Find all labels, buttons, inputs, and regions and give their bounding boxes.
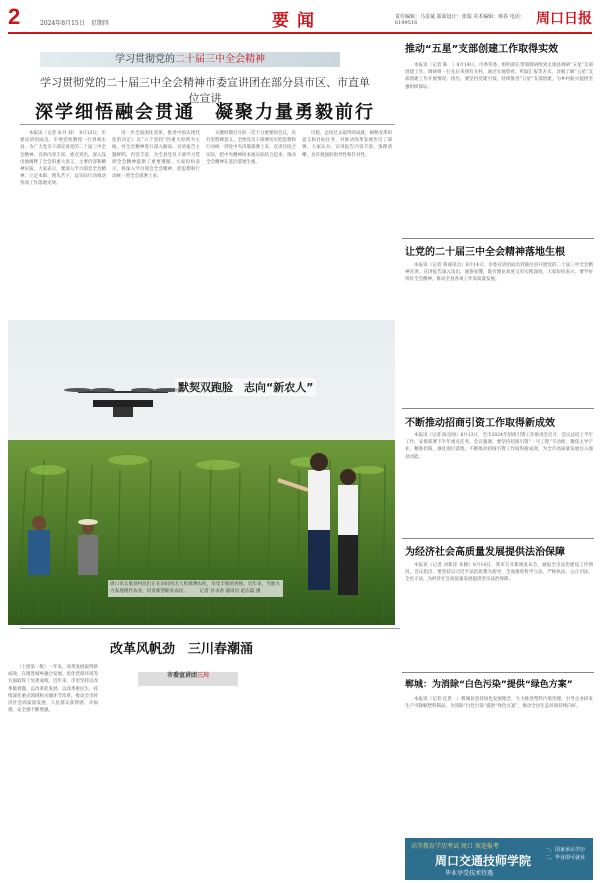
divider bbox=[402, 672, 594, 673]
article-body-plenum: 本报讯（记者 鲁通讯员）8月14日，市委宣讲团成员到鹿邑县开展党的二十届三中全会精神宣讲。宣讲报告深入浅出，通俗易懂，既有理论高度又有实践深度。大家纷纷表示，要学好用好全会精神，推动全县各项工作高质量发展。 bbox=[405, 263, 593, 283]
lead-rule bbox=[20, 124, 395, 125]
reform-column-4 bbox=[300, 664, 395, 879]
reform-column-3 bbox=[200, 664, 295, 879]
page-number: 2 bbox=[8, 4, 21, 29]
article-headline-investment: 不断推动招商引资工作取得新成效 bbox=[405, 418, 555, 429]
article-body-dancheng: 本报讯（记者 任贵 ）郸城县坚持绿色发展理念，大力推进塑料污染治理，引导企业研发生产可降解塑料制品，为消除“白色污染”提供“绿色方案”，推动全县生态环境持续向好。 bbox=[405, 697, 593, 710]
divider bbox=[402, 538, 594, 539]
lead-column-3: 关键时期召开的一次十分重要的会议，具有里程碑意义。全体党员干部要切实把思想和行动统一到党中央决策部署上来。宣讲还结合实际，把中央精神同本地实际结合起来，推动全会精神在基层落地生根。 bbox=[206, 131, 296, 165]
lead-column-2: 进一步全面深化改革，推进中国式现代化的决定》以“六个坚持”的重大原则为主线，对全会精神进行深入解读。宣讲报告主题鲜明，内容丰富，为全县党员干部学习贯彻全会精神提供了重要遵循。大家纷纷表示，将深入学习领会全会精神，把思想和行动统一到全会部署上来。 bbox=[112, 131, 200, 180]
article-headline-dancheng: 郸城：为消除“白色污染”提供“绿色方案” bbox=[405, 680, 573, 690]
banner-highlight: 二十届三中全会精神 bbox=[175, 54, 265, 65]
lead-subtitle: 学习贯彻党的二十届三中全会精神市委宣讲团在部分县市区、市直单位宣讲 bbox=[40, 76, 370, 105]
section-title: 要闻 bbox=[272, 11, 322, 31]
lead-column-4: 历程，总结过去取得的成就，阐释改革的意义和目标任务，对推动改革发展作出了部署。大家认为，宣讲报告内容丰富、条理清晰，具有很强的指导性和针对性。 bbox=[302, 131, 392, 158]
divider bbox=[402, 408, 594, 409]
advertisement bbox=[405, 838, 593, 880]
article-body-investment: 本报讯（记者 陈良闻）8月13日，全市2024年招商引资工作推进会召开。会议总结上半年工作，安排部署下半年重点任务。会议强调，要坚持招商引资“一号工程”不动摇，聚焦主导产业，精准招商，强化项目落地，不断推动招商引资工作取得新成效，为全市高质量发展注入强劲动能。 bbox=[405, 433, 593, 460]
reform-rule bbox=[20, 628, 400, 629]
header-rule bbox=[8, 32, 592, 34]
article-headline-wuxing: 推动“五星”支部创建工作取得实效 bbox=[405, 44, 559, 55]
ad-school-name: 周口交通技师学院 bbox=[435, 854, 532, 868]
photo-title: 默契双跑脸 志向“新农人” bbox=[175, 378, 316, 396]
ad-side-text: 一、国家承认学历 二、毕业即可就业 bbox=[545, 847, 591, 861]
article-headline-rule-of-law: 为经济社会高质量发展提供法治保障 bbox=[405, 547, 565, 558]
editor-info: 责任编辑：马雷斌 版面设计：张瑞 美术编辑：韩春 电话：6199516 bbox=[395, 14, 525, 26]
issue-date: 2024年8月15日 星期四 bbox=[40, 20, 109, 27]
newspaper-logo: 周口日报 bbox=[536, 11, 592, 27]
reform-subtitle: 市委宣讲团三川 bbox=[138, 672, 238, 686]
ad-top: 高等教育学历考试 周口 欢迎报考 bbox=[411, 843, 499, 850]
lead-headline: 深学细悟融会贯通 凝聚力量勇毅前行 bbox=[35, 102, 375, 123]
reform-headline: 改革风帆劲 三川春潮涌 bbox=[110, 642, 254, 657]
article-body-wuxing: 本报讯（记者 陈 ）8月14日，市委常委、组织部长带领调研组到太康县调研“五星”支部创建工作。调研组一行先后来到有关村，通过实地察看、听取汇报等方式，详细了解“五星”支部创建工作开展情况。指出，要坚持党建引领，持续推进“五星”支部创建，为乡村振兴提供坚强组织保证。 bbox=[405, 63, 593, 90]
photo-caption: 周口市太康县村民们正在田间用无人机喷洒农药，享受丰收的喜悦。近年来，当地大力发展现代农业，培育新型职业农民。 记者 付永春 通讯员 赵志磊 摄 bbox=[108, 580, 283, 597]
reform-column-2 bbox=[104, 690, 194, 880]
article-headline-plenum: 让党的二十届三中全会精神落地生根 bbox=[405, 247, 565, 258]
banner-prefix: 学习贯彻党的 bbox=[115, 54, 175, 65]
topic-banner bbox=[40, 52, 340, 67]
reform-column-1: （上接第一版）一年来，改革发展取得新成效，在推进城乡融合发展、优化营商环境等方面取得了显著成绩。近年来，市里坚持以改革破难题、以改革促发展、以改革惠民生，持续深化重点领域和关键环节改革，推动全市经济社会高质量发展，人民群众获得感、幸福感、安全感不断增强。 bbox=[8, 665, 98, 714]
lead-column-1: 本报讯（记者 朱丹 刘） 8月13日，市委宣讲团成员、市委党校教授一行到商水县，为广大党员干部宣讲党的二十届三中全会精神。宣讲内容丰富、重点突出，深入浅出地阐释了全会的重大意义、主要内容和精神实质。大家表示，要深入学习领会全会精神，立足本职、埋头苦干，以实际行动推动各项工作落地见效。 bbox=[20, 131, 106, 187]
article-body-rule-of-law: 本报讯（记者 刘新泽 朱阔）8月14日，我市召开新闻发布会，通报全市法治建设工作情况。会议指出，要坚持以习近平法治思想为指导，全面推进科学立法、严格执法、公正司法、全民守法，为经济社会高质量发展提供坚实法治保障。 bbox=[405, 563, 593, 583]
ad-subline: 毕业享受技术待遇 bbox=[445, 870, 494, 877]
divider bbox=[402, 238, 594, 239]
